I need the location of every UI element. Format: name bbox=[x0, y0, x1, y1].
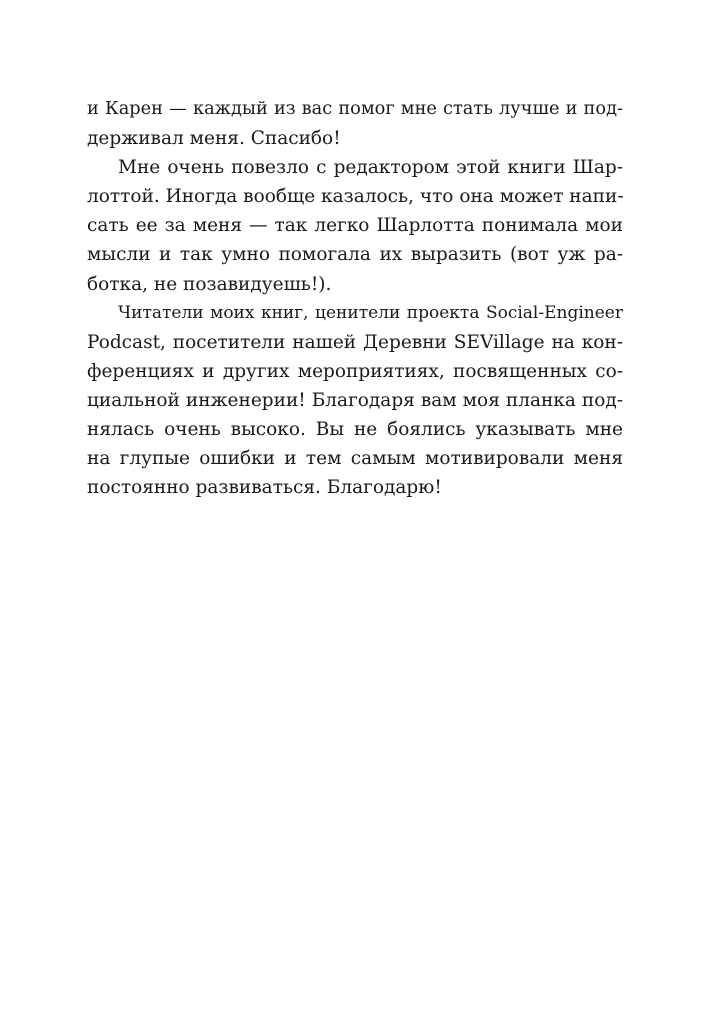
text-line: лоттой. Иногда вообще казалось, что она может напи- bbox=[87, 186, 624, 208]
paragraph-2 bbox=[87, 153, 623, 298]
text-line: Podcast, посетители нашей Деревни SEVillage на кон- bbox=[87, 331, 623, 353]
paragraph-1 bbox=[87, 95, 623, 153]
paragraph-3 bbox=[87, 299, 623, 503]
text-line: Читатели моих книг, ценители проекта Social-Engineer bbox=[118, 302, 623, 323]
text-line: мысли и так умно помогала их выразить (вот уж ра- bbox=[87, 244, 623, 266]
text-line: сать ее за меня — так легко Шарлотта понимала мои bbox=[87, 215, 623, 237]
text-line: ботка, не позавидуешь!). bbox=[87, 273, 332, 295]
text-line: и Карен — каждый из вас помог мне стать лучше и под- bbox=[87, 99, 623, 119]
text-line: Мне очень повезло с редактором этой книги Шар- bbox=[118, 157, 623, 179]
text-line: на глупые ошибки и тем самым мотивировали меня bbox=[87, 448, 623, 470]
text-line: ференциях и других мероприятиях, посвященных со- bbox=[87, 360, 623, 382]
text-line: нялась очень высоко. Вы не боялись указывать мне bbox=[87, 419, 623, 441]
text-line: держивал меня. Спасибо! bbox=[87, 128, 341, 150]
body-text bbox=[87, 95, 623, 502]
text-line: постоянно развиваться. Благодарю! bbox=[87, 477, 442, 499]
text-line: циальной инженерии! Благодаря вам моя планка под- bbox=[87, 389, 623, 411]
